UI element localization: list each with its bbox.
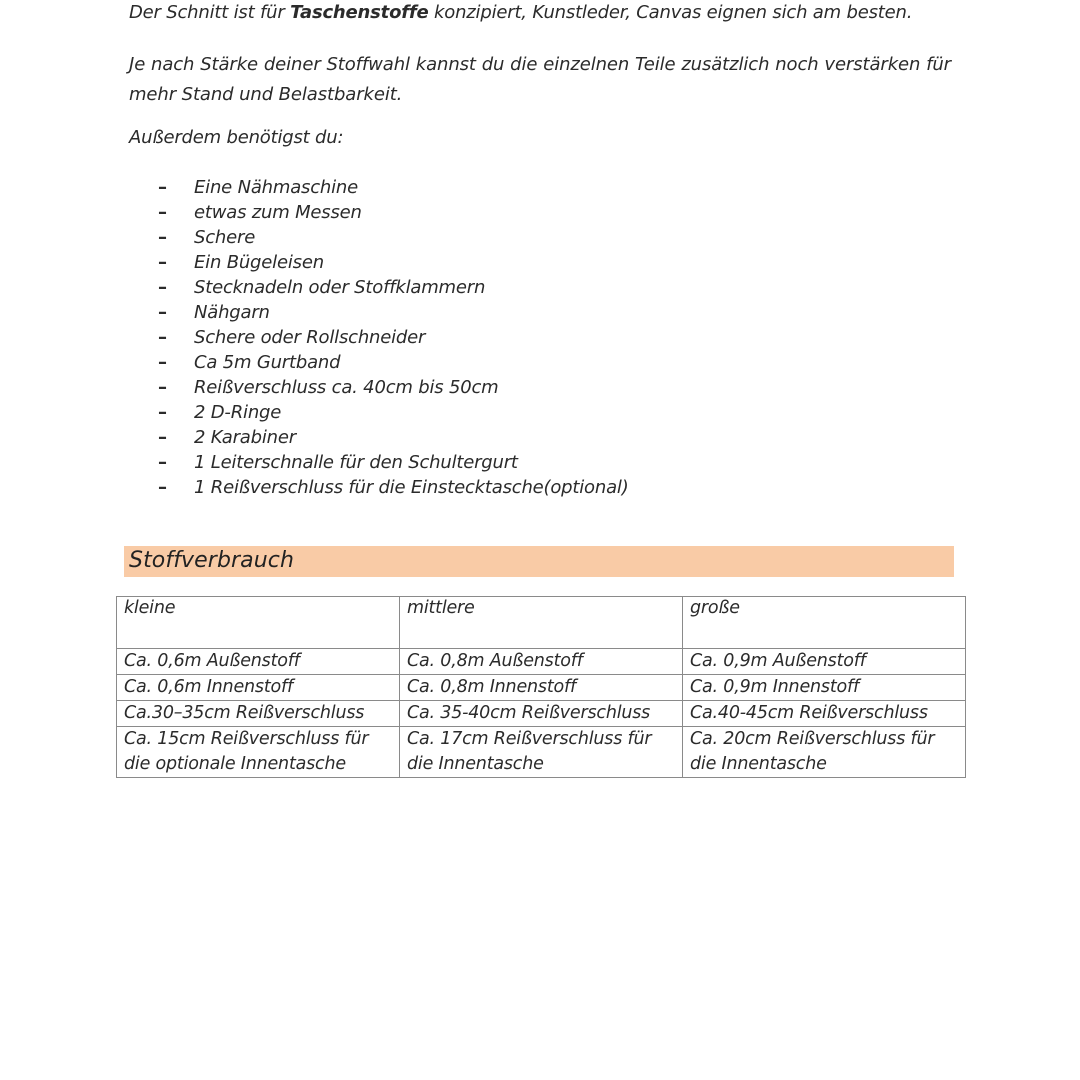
list-item [158,475,629,500]
table-cell: Ca. 0,8m Innenstoff [400,675,683,701]
table-cell: Ca. 0,8m Außenstoff [400,649,683,675]
table-header-small: kleine [117,597,400,649]
list-item-label: Reißverschluss ca. 40cm bis 50cm [194,377,499,398]
table-cell: Ca.40-45cm Reißverschluss [683,701,966,727]
dash-bullet-icon: – [158,327,167,348]
dash-bullet-icon: – [158,302,167,323]
intro-text-bold: Taschenstoffe [290,2,429,23]
dash-bullet-icon: – [158,177,167,198]
list-item-label: Eine Nähmaschine [194,177,359,198]
table-row [117,701,966,727]
dash-bullet-icon: – [158,227,167,248]
list-item [158,425,629,450]
table-cell: Ca. 0,6m Außenstoff [117,649,400,675]
list-item [158,250,629,275]
supplies-list [158,175,629,500]
intro-paragraph-reinforce: Je nach Stärke deiner Stoffwahl kannst du die einzelnen Teile zusätzlich noch verstärken für mehr Stand und Belastbarkeit. [129,54,951,105]
list-item [158,300,629,325]
table-cell: Ca.30–35cm Reißverschluss [117,701,400,727]
table-cell: Ca. 20cm Reißverschluss für die Innentasche [683,727,966,778]
list-item-label: Schere [194,227,256,248]
table-row [117,727,966,778]
list-item-label: Schere oder Rollschneider [194,327,426,348]
dash-bullet-icon: – [158,202,167,223]
table-cell: Ca. 15cm Reißverschluss für die optionale Innentasche [117,727,400,778]
table-header-row [117,597,966,649]
list-item-label: etwas zum Messen [194,202,362,223]
table-cell: Ca. 35-40cm Reißverschluss [400,701,683,727]
intro-paragraph-needs: Außerdem benötigst du: [129,127,344,148]
intro-text-end: konzipiert, Kunstleder, Canvas eignen sich am besten. [428,2,913,23]
dash-bullet-icon: – [158,252,167,273]
list-item [158,200,629,225]
table-row [117,675,966,701]
intro-paragraph-fabric [129,2,912,23]
section-title: Stoffverbrauch [129,548,295,573]
table-cell: Ca. 17cm Reißverschluss für die Innentasche [400,727,683,778]
table-row [117,649,966,675]
list-item [158,225,629,250]
list-item-label: Stecknadeln oder Stoffklammern [194,277,486,298]
list-item-label: 1 Reißverschluss für die Einstecktasche(optional) [194,477,629,498]
dash-bullet-icon: – [158,277,167,298]
list-item [158,400,629,425]
list-item [158,450,629,475]
intro-text-start: Der Schnitt ist für [129,2,291,23]
list-item [158,275,629,300]
table-cell: Ca. 0,9m Außenstoff [683,649,966,675]
list-item-label: 1 Leiterschnalle für den Schultergurt [194,452,518,473]
dash-bullet-icon: – [158,427,167,448]
table-header-large: große [683,597,966,649]
list-item-label: 2 Karabiner [194,427,296,448]
dash-bullet-icon: – [158,452,167,473]
list-item [158,350,629,375]
dash-bullet-icon: – [158,352,167,373]
list-item [158,375,629,400]
list-item-label: Ca 5m Gurtband [194,352,341,373]
dash-bullet-icon: – [158,402,167,423]
table-cell: Ca. 0,6m Innenstoff [117,675,400,701]
dash-bullet-icon: – [158,477,167,498]
section-header-bar [124,546,954,577]
list-item [158,325,629,350]
table-header-medium: mittlere [400,597,683,649]
list-item-label: 2 D-Ringe [194,402,282,423]
list-item-label: Ein Bügeleisen [194,252,324,273]
table-cell: Ca. 0,9m Innenstoff [683,675,966,701]
list-item-label: Nähgarn [194,302,270,323]
list-item [158,175,629,200]
fabric-usage-table [116,596,966,778]
dash-bullet-icon: – [158,377,167,398]
